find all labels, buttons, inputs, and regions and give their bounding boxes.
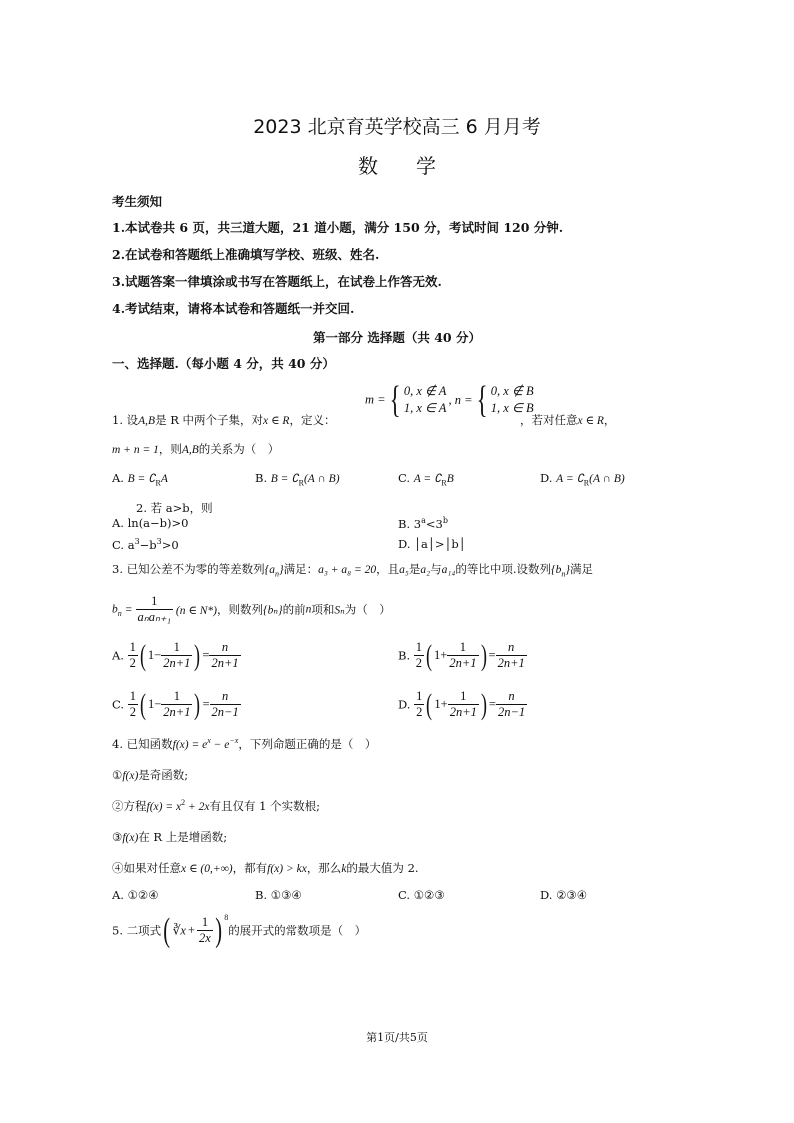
q1-text: ，则	[158, 442, 182, 456]
q3-sub: n	[561, 569, 566, 579]
option-label: A.	[112, 648, 124, 663]
q4-text: ②方程	[112, 799, 147, 813]
q5-fraction	[197, 915, 213, 946]
q1-math: x ∈ R	[577, 415, 604, 427]
notice-item-3: 3.试题答案一律填涂或书写在答题纸上，在试卷上作答无效.	[112, 274, 442, 289]
q3-math: (n ∈ N*)	[175, 604, 218, 617]
q3-math: b	[112, 603, 118, 616]
option-math: B	[446, 473, 454, 485]
q1-m-cases	[404, 383, 447, 417]
option-math: B = ∁	[270, 473, 299, 485]
option-fraction	[161, 640, 192, 671]
q4-math: f(x) = e	[172, 739, 208, 751]
q4-text: 4. 已知函数	[112, 737, 173, 751]
q1-text: ，	[603, 413, 616, 427]
option-fraction	[161, 689, 192, 720]
fraction-numerator: n	[508, 689, 515, 703]
q4-sup: x	[207, 736, 211, 746]
fraction-denominator: aₙaₙ₊₁	[137, 610, 171, 624]
left-brace-icon: {	[389, 379, 401, 421]
q3-text: ，且	[376, 562, 400, 576]
q3-text: 满足：	[283, 562, 319, 576]
fraction-denominator: 2	[416, 705, 423, 719]
q4-option-d[interactable]: D. ②③④	[540, 888, 588, 902]
q3-math: =	[124, 603, 133, 616]
left-paren-icon: (	[139, 687, 146, 721]
fraction-denominator: 2n+1	[449, 656, 477, 670]
option-math: 1	[434, 648, 441, 662]
fraction-numerator: 1	[173, 689, 180, 703]
q4-text: 在 R 上是增函数;	[138, 830, 228, 844]
option-math: A = ∁	[556, 473, 584, 485]
q4-text: ，那么	[306, 861, 342, 875]
fraction-denominator: 2x	[199, 931, 211, 945]
q4-statement-1	[112, 767, 188, 783]
fraction-numerator: 1	[173, 640, 180, 654]
q4-text: 有且仅有 1 个实数根;	[209, 799, 320, 813]
option-label: B.	[398, 648, 411, 663]
option-math: (A ∩ B)	[589, 473, 625, 485]
right-paren-icon: )	[480, 687, 487, 721]
option-text: C. a	[112, 537, 135, 552]
q2-option-a[interactable]: A. ln(a−b)>0	[112, 516, 189, 530]
option-sub: R	[441, 478, 447, 488]
q4-line1	[112, 736, 376, 752]
q3-text: 为（ ）	[344, 602, 391, 617]
q4-math: f(x)	[122, 770, 139, 782]
option-result	[209, 640, 240, 671]
q1-text: 的关系为（ ）	[198, 442, 280, 456]
q4-text: ①	[112, 768, 123, 782]
option-text: <3	[425, 516, 443, 531]
option-result	[496, 689, 527, 720]
q3-line1	[112, 561, 593, 578]
q4-option-b[interactable]: B. ①③④	[255, 888, 302, 902]
option-fraction	[447, 640, 478, 671]
q1-math: x ∈ R	[263, 415, 290, 427]
right-paren-icon: )	[215, 911, 222, 949]
option-math: 1	[147, 648, 155, 662]
option-math: =	[488, 648, 496, 662]
q1-text: 是 R 中两个子集，对	[155, 413, 264, 427]
q4-text: ③	[112, 830, 123, 844]
fraction-denominator: 2n+1	[163, 705, 191, 719]
q3-text: 的等比中项.设数列	[455, 562, 552, 576]
q4-text: 是奇函数;	[138, 768, 189, 782]
q5-math: +	[187, 923, 196, 937]
page-number: 第1页/共5页	[366, 1031, 428, 1044]
q4-statement-3	[112, 829, 227, 845]
q5-exponent: 8	[224, 913, 229, 922]
fraction-numerator: 1	[460, 689, 467, 703]
left-paren-icon: (	[426, 638, 433, 672]
q3-fraction	[136, 594, 173, 625]
q3-line2	[112, 594, 391, 625]
section-heading: 一、选择题.（每小题 4 分，共 40 分）	[112, 356, 335, 371]
option-text: >0	[161, 537, 179, 552]
option-math: B = ∁	[127, 473, 156, 485]
q4-statement-2	[112, 798, 320, 814]
part1-heading: 第一部分 选择题（共 40 分）	[313, 330, 481, 345]
option-math: −	[154, 697, 162, 711]
fraction-denominator: 2	[129, 656, 136, 670]
option-math: A = ∁	[413, 473, 442, 485]
q1-line1	[112, 412, 335, 428]
option-sup: a	[421, 516, 426, 525]
option-math: +	[440, 648, 448, 662]
q1-n-eq: , n =	[448, 392, 473, 407]
option-label: A.	[112, 471, 124, 485]
q1-text: ，定义：	[289, 413, 336, 427]
q3-math: a₃ + a₈ = 20	[318, 564, 377, 576]
option-text: B. 3	[398, 516, 422, 531]
notice-item-4: 4.考试结束，请将本试卷和答题纸一并交回.	[112, 301, 355, 316]
notice-item-1: 1.本试卷共 6 页，共三道大题，21 道小题，满分 150 分，考试时间 120 分钟.	[112, 220, 564, 235]
fraction-denominator: 2n+1	[449, 705, 477, 719]
option-math: +	[440, 697, 448, 711]
q4-option-a[interactable]: A. ①②④	[112, 888, 159, 902]
q3-math: }	[565, 564, 571, 576]
fraction-denominator: 2n−1	[211, 705, 239, 719]
q3-sub: n	[117, 608, 122, 618]
option-math: =	[202, 697, 210, 711]
q1-line2	[112, 441, 279, 457]
q1-m-case-1: 0, x ∉ A	[403, 384, 447, 398]
q2-option-d[interactable]: D. │a│>│b│	[398, 537, 466, 551]
q4-text: ，下列命题正确的是（ ）	[238, 737, 377, 751]
q1-n-case-1: 0, x ∉ B	[490, 384, 534, 398]
q1-sets: A,B	[181, 444, 199, 456]
q3-text: 项和	[311, 602, 335, 617]
q3-text: 与	[430, 562, 442, 576]
q5-root: ∛x	[172, 923, 186, 938]
option-sub: R	[298, 478, 304, 488]
q2-option-c[interactable]	[112, 537, 179, 552]
option-sub: R	[155, 478, 161, 488]
fraction-numerator: 1	[151, 594, 158, 608]
q4-sup: 2	[181, 798, 186, 808]
right-paren-icon: )	[480, 638, 487, 672]
q2-option-b[interactable]	[398, 516, 448, 531]
option-math: =	[488, 697, 496, 711]
option-math: A	[160, 473, 168, 485]
q3-math: a₅	[399, 564, 409, 576]
fraction-numerator: n	[221, 689, 229, 703]
fraction-denominator: 2n+1	[497, 656, 525, 670]
option-sup: 3	[134, 537, 140, 546]
q1-option-c[interactable]	[398, 471, 454, 487]
q3-text: 3. 已知公差不为零的等差数列	[112, 562, 265, 576]
q1-text: 1. 设	[112, 413, 139, 427]
q4-math: f(x) = x	[146, 801, 182, 813]
half-fraction	[128, 689, 138, 720]
q4-math: k	[341, 863, 347, 875]
q1-option-d[interactable]	[540, 471, 625, 487]
q3-text: ，则数列	[217, 602, 264, 617]
q3-option-a[interactable]	[112, 640, 241, 671]
q3-math: }	[279, 564, 284, 576]
q4-math: f(x) > kx	[267, 863, 307, 875]
q4-text: 的最大值为 2.	[346, 861, 419, 875]
option-math: 1	[434, 697, 441, 711]
q3-math: {b	[551, 564, 562, 576]
option-sup: b	[442, 516, 448, 525]
option-label: D.	[398, 697, 411, 712]
q3-option-b[interactable]	[398, 640, 527, 671]
option-result	[496, 640, 527, 671]
option-label: C.	[112, 697, 125, 712]
q3-math: Sₙ	[334, 604, 345, 617]
subject-title: 数学	[358, 154, 474, 178]
q4-text: ，都有	[232, 861, 268, 875]
fraction-denominator: 2n+1	[163, 656, 191, 670]
left-paren-icon: (	[139, 638, 146, 672]
option-label: C.	[398, 471, 411, 485]
option-label: B.	[255, 471, 268, 485]
q3-math: a₂	[420, 564, 431, 576]
option-sup: 3	[156, 537, 162, 546]
left-paren-icon: (	[163, 911, 171, 949]
q3-math: a₁₄	[441, 564, 456, 576]
option-math: =	[202, 648, 210, 662]
q5-text: 的展开式的常数项是（ ）	[228, 923, 367, 938]
fraction-numerator: 1	[129, 640, 136, 654]
notice-item-2: 2.在试卷和答题纸上准确填写学校、班级、姓名.	[112, 247, 380, 262]
q3-text: 的前	[282, 602, 306, 617]
q1-n-case-2: 1, x ∈ B	[490, 401, 534, 415]
q4-math: x ∈ (0,+∞)	[181, 863, 233, 875]
fraction-numerator: 1	[416, 689, 423, 703]
option-result	[210, 689, 241, 720]
q1-line1b	[520, 412, 615, 428]
q4-text: ④如果对任意	[112, 861, 181, 875]
fraction-numerator: 1	[459, 640, 467, 654]
fraction-denominator: 2n+1	[211, 656, 239, 670]
q4-math: − e	[210, 739, 230, 751]
q1-m-eq: m =	[365, 392, 386, 407]
option-math: 1	[147, 697, 155, 711]
notice-heading: 考生须知	[112, 194, 163, 209]
q1-option-a[interactable]	[112, 471, 168, 487]
q4-math: + 2x	[185, 801, 210, 813]
q3-option-c[interactable]	[112, 689, 241, 720]
exam-title: 2023 北京育英学校高三 6 月月考	[253, 116, 541, 138]
fraction-numerator: 1	[415, 640, 423, 654]
fraction-denominator: 2	[129, 705, 136, 719]
q3-math: {a	[264, 564, 275, 576]
q1-definition	[365, 381, 534, 419]
half-fraction	[414, 640, 424, 671]
q3-math: {bₙ}	[263, 604, 283, 617]
q4-statement-4	[112, 860, 419, 876]
left-brace-icon: {	[476, 379, 488, 421]
q1-sets: A,B	[138, 415, 156, 427]
q1-m-case-2: 1, x ∈ A	[403, 401, 447, 415]
q3-text: 满足	[570, 562, 594, 576]
half-fraction	[128, 640, 138, 671]
q3-math: n	[305, 603, 312, 616]
q4-math: f(x)	[122, 832, 139, 844]
fraction-denominator: 2n−1	[497, 705, 526, 719]
fraction-numerator: n	[508, 640, 515, 654]
q2-stem: 2. 若 a>b，则	[136, 501, 213, 515]
q1-text: ，若对任意	[520, 413, 578, 427]
fraction-numerator: n	[221, 640, 229, 654]
q3-text: 是	[408, 562, 421, 576]
q4-option-c[interactable]: C. ①②③	[398, 888, 445, 902]
q4-sup: −x	[229, 736, 239, 746]
option-math: (A ∩ B)	[303, 473, 340, 485]
q5-text: 5. 二项式	[112, 923, 162, 938]
option-fraction	[448, 689, 479, 720]
fraction-denominator: 2	[415, 656, 423, 670]
left-paren-icon: (	[426, 687, 433, 721]
right-paren-icon: )	[194, 687, 201, 721]
half-fraction	[414, 689, 424, 720]
q3-option-d[interactable]	[398, 689, 527, 720]
option-sub: R	[583, 478, 590, 488]
q1-option-b[interactable]	[255, 471, 340, 487]
q1-math: m + n = 1	[112, 444, 159, 456]
option-label: D.	[540, 471, 553, 485]
q3-sub: n	[275, 569, 279, 579]
option-text: −b	[139, 537, 157, 552]
fraction-numerator: 1	[129, 689, 136, 703]
right-paren-icon: )	[194, 638, 201, 672]
q5-line	[112, 911, 367, 949]
fraction-numerator: 1	[201, 915, 209, 929]
option-math: −	[154, 648, 162, 662]
